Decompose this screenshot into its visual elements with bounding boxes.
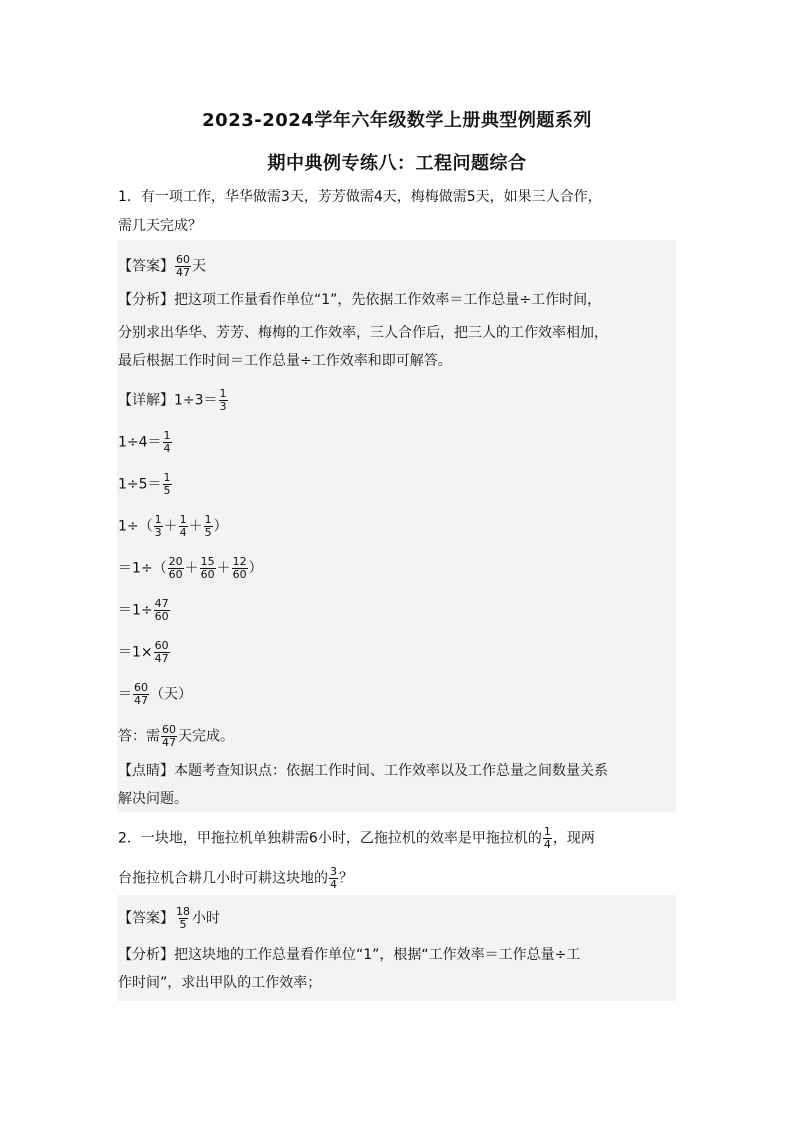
q1-point-line-1: 【点睛】本题考查知识点：依据工作时间、工作效率以及工作总量之间数量关系 [118, 763, 608, 779]
fraction: $\frac{1}{5}$ [204, 513, 212, 539]
question-2-line-2: 台拖拉机合耕几小时可耕这块地的 $\frac{3}{4}$ ？ [118, 865, 353, 891]
fraction: $\frac{60}{47}$ [162, 723, 176, 749]
q1-point-line-2: 解决问题。 [118, 791, 188, 807]
q1-analysis-line-1: 【分析】把这项工作量看作单位“1”，先依据工作效率＝工作总量÷工作时间， [118, 292, 602, 308]
answer-fraction: $\frac{18}{5}$ [176, 905, 190, 931]
document-title: 2023-2024学年六年级数学上册典型例题系列 [202, 110, 592, 131]
q2-analysis-line-1: 【分析】把这块地的工作总量看作单位“1”，根据“工作效率＝工作总量÷工 [118, 947, 581, 963]
fraction: $\frac{1}{4}$ [179, 513, 187, 539]
fraction: $\frac{12}{60}$ [232, 555, 247, 581]
question-1-line-1: 1．有一项工作，华华做需3天，芳芳做需4天，梅梅做需5天，如果三人合作， [118, 189, 602, 205]
answer-label: 【答案】 [118, 258, 174, 275]
q1-detail-step-4: 1÷（ $\frac{1}{3}$ ＋ $\frac{1}{4}$ ＋ $\frac{1}{5}$ ） [118, 513, 228, 539]
q2-analysis-line-2: 作时间”，求出甲队的工作效率； [118, 975, 322, 991]
q2-answer [118, 906, 220, 931]
q1-detail-step-8: ＝ $\frac{60}{47}$ （天） [118, 681, 192, 707]
fraction: $\frac{1}{4}$ [543, 825, 551, 851]
answer-label: 【答案】 [118, 910, 174, 927]
fraction: $\frac{60}{47}$ [134, 681, 148, 707]
analysis-label: 【分析】 [118, 292, 174, 308]
answer-fraction: $\frac{60}{47}$ [176, 253, 190, 279]
q1-detail-step-1: 【详解】1÷3＝ $\frac{1}{3}$ [118, 387, 227, 413]
fraction: $\frac{47}{60}$ [154, 597, 169, 623]
fraction: $\frac{1}{4}$ [163, 429, 171, 455]
analysis-label: 【分析】 [118, 947, 174, 963]
question-2-line-1: 2．一块地，甲拖拉机单独耕需6小时，乙拖拉机的效率是甲拖拉机的 $\frac{1}{4}$ ，现两 [118, 825, 595, 851]
fraction: $\frac{20}{60}$ [168, 555, 183, 581]
q1-detail-step-7: ＝1× $\frac{60}{47}$ [118, 639, 169, 665]
q1-analysis-line-3: 最后根据工作时间＝工作总量÷工作效率和即可解答。 [118, 353, 452, 369]
fraction: $\frac{1}{3}$ [219, 387, 227, 413]
point-label: 【点睛】 [118, 763, 174, 779]
fraction: $\frac{60}{47}$ [154, 639, 169, 665]
q1-detail-step-2: 1÷4＝ $\frac{1}{4}$ [118, 429, 171, 455]
document-subtitle: 期中典例专练八：工程问题综合 [267, 153, 527, 174]
fraction: $\frac{1}{3}$ [154, 513, 162, 539]
q1-detail-step-6: ＝1÷ $\frac{47}{60}$ [118, 597, 169, 623]
fraction: $\frac{3}{4}$ [330, 865, 337, 891]
fraction: $\frac{1}{5}$ [163, 471, 171, 497]
q1-answer [118, 254, 206, 279]
question-1-line-2: 需几天完成？ [118, 218, 202, 234]
answer-unit: 小时 [192, 910, 220, 927]
detail-label: 【详解】 [118, 392, 174, 409]
q1-detail-step-3: 1÷5＝ $\frac{1}{5}$ [118, 471, 171, 497]
q1-analysis-line-2: 分别求出华华、芳芳、梅梅的工作效率，三人合作后，把三人的工作效率相加， [118, 325, 608, 341]
q1-detail-step-5: ＝1÷（ $\frac{20}{60}$ ＋ $\frac{15}{60}$ ＋ $\frac{12}{60}$ ） [118, 555, 263, 581]
q1-final-answer: 答：需 $\frac{60}{47}$ 天完成。 [118, 723, 234, 749]
fraction: $\frac{15}{60}$ [200, 555, 215, 581]
answer-unit: 天 [192, 258, 206, 275]
